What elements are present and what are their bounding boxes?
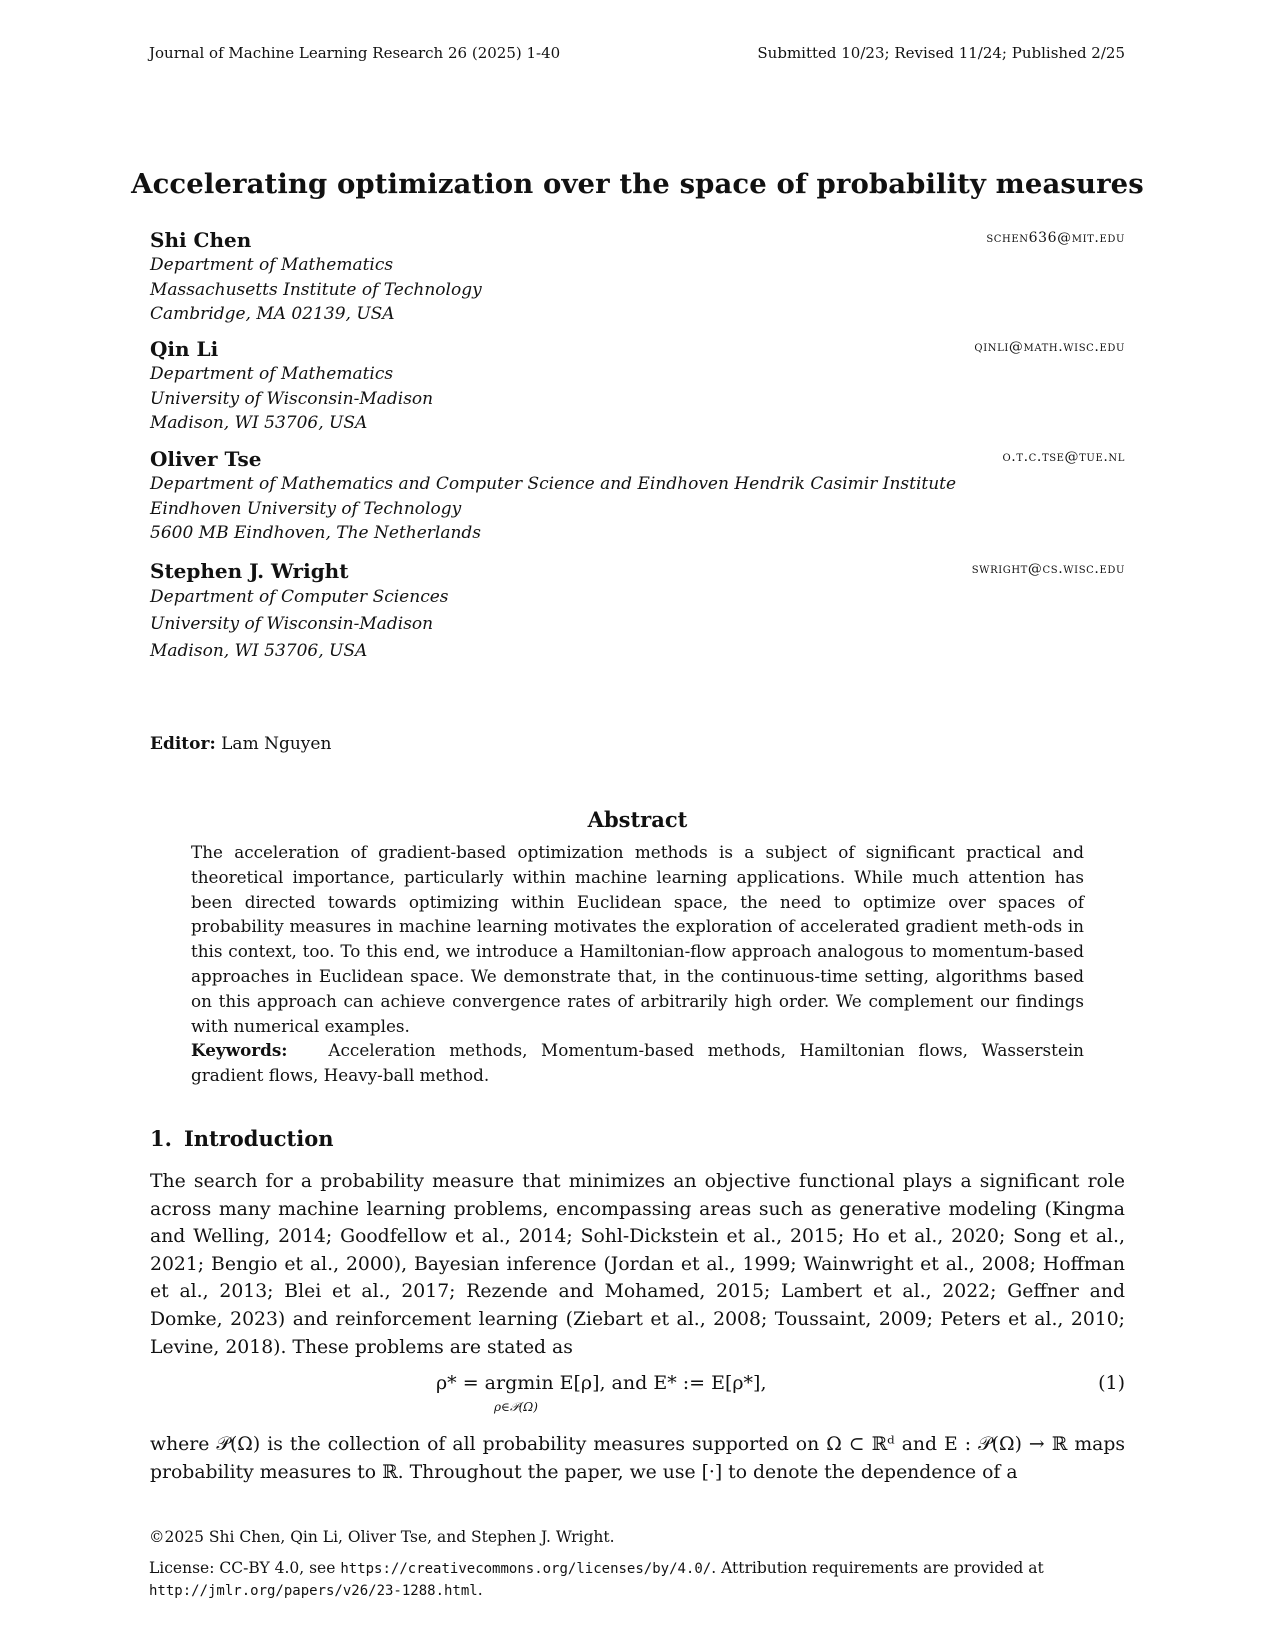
affiliation-line: Madison, WI 53706, USA [150, 641, 368, 661]
intro-text: The search for a probability measure that minimizes an objective functional plays a significant role across many machine learning problems, encompassing areas such as generative modeling (Kingma and Welling, 2014; Goodfellow et al., 2014; Sohl-Dickstein et al., 2015; Ho et al., 2020; Song et al., 2021; Bengio et al., 2000), Bayesian inference (Jordan et al., 1999; Wainwright et al., 2008; Hoffman et al., 2013; Blei et al., 2017; Rezende and Mohamed, 2015; Lambert et al., 2022; Geffner and Domke, 2023) and reinforcement learning (Ziebart et al., 2008; Toussaint, 2009; Peters et al., 2010; Levine, 2018). These problems are stated as [150, 1171, 1125, 1358]
author-name: Stephen J. Wright [150, 559, 349, 583]
keywords-text: Acceleration methods, Momentum-based methods, Hamiltonian flows, Wasserstein gradient flows, Heavy-ball method. [191, 1040, 1084, 1086]
affiliation-line: University of Wisconsin-Madison [150, 388, 434, 409]
license-suffix: . [477, 1581, 483, 1599]
author-email[interactable]: qinli@math.wisc.edu [974, 339, 1125, 355]
author-email[interactable]: schen636@mit.edu [986, 230, 1125, 246]
section-heading [150, 1126, 334, 1151]
author-block [150, 336, 1125, 436]
license-url-link[interactable]: https://creativecommons.org/licenses/by/4.0/ [340, 1561, 712, 1577]
equation-subscript: ρ∈𝒫(Ω) [494, 1400, 538, 1414]
affiliation-line: Madison, WI 53706, USA [150, 413, 368, 433]
author-name: Shi Chen [150, 228, 252, 252]
intro-paragraph [150, 1168, 1125, 1361]
affiliation-line: Massachusetts Institute of Technology [150, 279, 482, 300]
author-email[interactable]: o.t.c.tse@tue.nl [1002, 449, 1125, 465]
abstract-text: The acceleration of gradient-based optimization methods is a subject of significant practical and theoretical importance, particularly within machine learning applications. While much attention has been directed towards optimizing within Euclidean space, the need to optimize over spaces of probability measures in machine learning motivates the exploration of accelerated gradient meth-ods in this context, too. To this end, we introduce a Hamiltonian-flow approach analogous to momentum-based approaches in Euclidean space. We demonstrate that, in the continuous-time setting, algorithms based on this approach can achieve convergence rates of arbitrarily high order. We complement our findings with numerical examples. [191, 842, 1084, 1036]
editor-name: Lam Nguyen [221, 734, 332, 754]
author-block [150, 558, 1125, 665]
author-block [150, 446, 1125, 546]
affiliation-line: Department of Mathematics [150, 364, 394, 384]
affiliation-line: Eindhoven University of Technology [150, 498, 462, 519]
equation-number: (1) [1098, 1372, 1125, 1394]
intro-text: where 𝒫(Ω) is the collection of all probability measures supported on Ω ⊂ ℝᵈ and E : 𝒫(Ω) → ℝ maps probability measures to ℝ. Throughout the paper, we use [·] to denote the dependence of a [150, 1434, 1125, 1483]
license-line [149, 1558, 1129, 1602]
author-name: Qin Li [150, 337, 219, 361]
paper-title: Accelerating optimization over the space of probability measures [131, 168, 1144, 200]
affiliation-line: 5600 MB Eindhoven, The Netherlands [150, 523, 482, 543]
keywords-label: Keywords: [191, 1040, 288, 1061]
equation-main: ρ* = argmin E[ρ], and E* := E[ρ*], [436, 1372, 767, 1394]
editor-line [150, 734, 331, 754]
license-prefix: License: CC-BY 4.0, see [149, 1559, 336, 1577]
keywords [191, 1038, 1084, 1088]
submission-dates: Submitted 10/23; Revised 11/24; Published 2/25 [757, 44, 1125, 62]
author-block [150, 227, 1125, 327]
paper-url-link[interactable]: http://jmlr.org/papers/v26/23-1288.html [149, 1583, 478, 1599]
equation-1 [150, 1372, 1125, 1422]
affiliation-line: Department of Mathematics and Computer Science and Eindhoven Hendrik Casimir Institute [150, 474, 957, 494]
section-number: 1. [150, 1126, 172, 1151]
journal-header: Journal of Machine Learning Research 26 (2025) 1-40 [149, 44, 561, 62]
section-title: Introduction [183, 1126, 334, 1151]
abstract-heading: Abstract [587, 807, 688, 832]
intro-paragraph [150, 1431, 1125, 1486]
affiliation-line: University of Wisconsin-Madison [150, 614, 434, 634]
author-name: Oliver Tse [150, 447, 262, 471]
author-email[interactable]: swright@cs.wisc.edu [971, 561, 1125, 577]
copyright-line: ©2025 Shi Chen, Qin Li, Oliver Tse, and Stephen J. Wright. [149, 1528, 615, 1546]
affiliation-line: Department of Computer Sciences [150, 587, 449, 607]
abstract-body [191, 840, 1084, 1088]
affiliation-line: Department of Mathematics [150, 255, 394, 275]
editor-label: Editor: [150, 734, 216, 754]
affiliation-line: Cambridge, MA 02139, USA [150, 304, 395, 324]
license-middle: . Attribution requirements are provided at [711, 1559, 1044, 1577]
